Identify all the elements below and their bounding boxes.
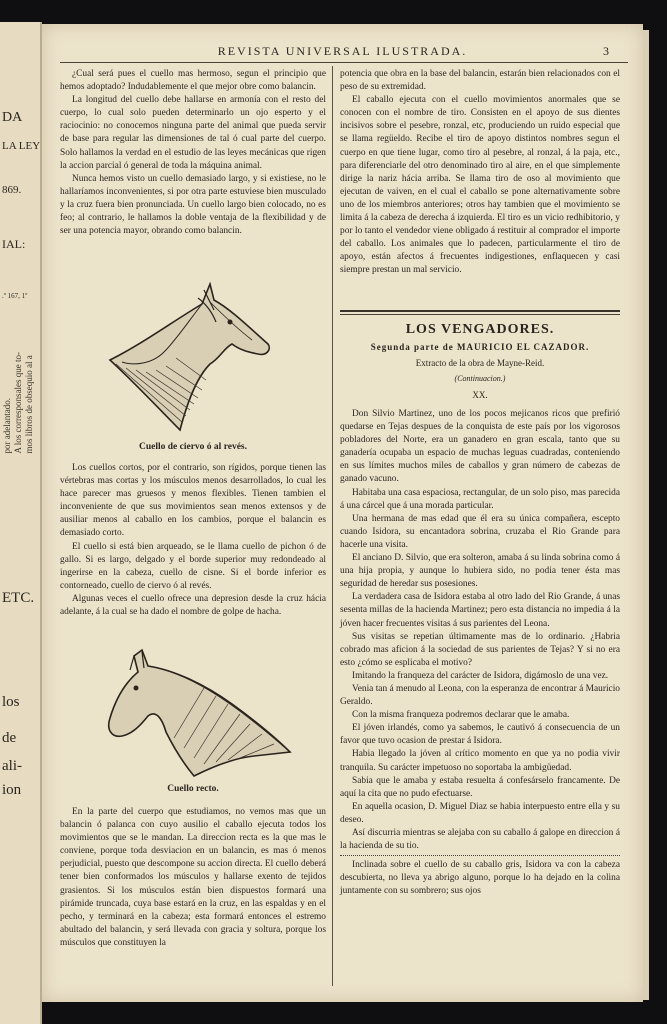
story-title: LOS VENGADORES.	[405, 322, 555, 337]
page-number: 3	[603, 44, 609, 58]
left-fragment: DA	[2, 110, 23, 125]
paragraph: Don Silvio Martinez, uno de los pocos mejicanos ricos que prefirió quedarse en Tejas despues de la conquista de este país por los vigorosos pobladores del Norte, era un ganadero en gran escala, tanto que su ganadería ocupaba un espacio de muchas leguas cuadradas, conteniendo en sus límites muchos miles de caballos y gran número de cabezas de ganado vacuno.	[340, 409, 620, 485]
left-fragment: ETC.	[2, 590, 35, 606]
paragraph: Nunca hemos visto un cuello demasiado largo, y si existiese, no le hallaríamos inconvenientes, si por otra parte estuviese bien musculado y la cruz fuera bien pronunciada. Un cuello largo bien colocado, no es feo; al contrario, le hallamos la doble ventaja de la flexibilidad y de ser una potencia mayor, obrando como balancin.	[60, 173, 326, 237]
left-vertical-text	[2, 352, 35, 453]
left-fragment: IAL:	[2, 237, 26, 251]
vertical-line: por adelantado.	[2, 398, 12, 454]
paragraph: El caballo ejecuta con el cuello movimientos anormales que se conocen con el nombre de tiro. Consisten en el apoyo de sus dientes incisivos sobre el pesebre, ronzal, etc, produciendo un ruido especial que se llama regüeldo. Recibe el tiro de apoyo distintos nombres segun el cuerpo en que tiene lugar, como tiro al pesebre, al ronzal, á la paja, etc., para diferenciarle del otro denominado tiro al aire, en el que simplemente dirige la nariz hácia arriba. Se llama tiro de oso al movimiento que ejecutan de vaiven, en el cual el caballo se pone alternativamente sobre uno de los miembros anteriores; otros hay tambien que el movimiento se limita á la cabeza de derecha á izquierda. El tiro es un vicio redhibitorio, y por lo tanto el vendedor viene obligado á restituir al comprador el importe del caballo. Los animales que lo padecen, particularmente el tiro de apoyo, están afectos á frecuentes indigestiones, enflaquecen y casi siempre prestan un mal servicio.	[340, 95, 620, 276]
column-rule	[332, 66, 333, 986]
paragraph: Inclinada sobre el cuello de su caballo gris, Isidora va con la cabeza descubierta, no lleva ya abrigo alguno, porque lo ha dejado en la colina juntamente con su sombrero; sus ojos	[340, 855, 620, 898]
magazine-page	[42, 24, 643, 1002]
left-fragment: los	[2, 694, 20, 710]
column1-bottom	[60, 806, 326, 950]
left-page-fragment	[0, 22, 42, 1024]
column1-top	[60, 68, 326, 238]
paragraph: La longitud del cuello debe hallarse en armonía con el resto del cuerpo, lo cual solo pueden determinarlo un ojo esperto y el raciocinio: no conocemos ninguna parte del animal que pueda servir de base para regular las dimensiones de tal ó cual parte del cuerpo. Solo hallamos la verdad en el estudio de las leyes mecánicas que rigen la accion parcial ó general de toda la máquina animal.	[60, 95, 326, 171]
left-fragment: de	[2, 730, 17, 746]
paragraph: Habitaba una casa espaciosa, rectangular, de un solo piso, mas parecida á una cárcel que á una morada particular.	[340, 487, 621, 511]
section-rule	[340, 314, 620, 315]
vertical-line: A los corresponsales que to-	[13, 352, 23, 454]
horse-head-icon	[104, 648, 294, 778]
left-fragment: 869.	[2, 184, 22, 196]
page-header: REVISTA UNIVERSAL ILUSTRADA.	[217, 44, 468, 58]
paragraph: ¿Cual será pues el cuello mas hermoso, segun el principio que hemos adoptado? Indudablemente el que mejor obre como balancin.	[60, 69, 326, 93]
left-fragment: .º 167, 1º	[2, 292, 28, 300]
paragraph: El jóven irlandés, como ya sabemos, le cautivó á consecuencia de un favor que tuvo ocasion de prestar á Isidora.	[340, 723, 620, 747]
horse-head-icon	[102, 282, 272, 432]
paragraph: En aquella ocasion, D. Miguel Diaz se habia interpuesto entre ella y su deseo.	[340, 801, 620, 825]
header-rule	[60, 62, 628, 63]
paragraph: El anciano D. Silvio, que era solteron, amaba á su linda sobrina como á una hija propia, y aunque lo hubiera sido, no podia tener ésta mas seguridad de heredar sus posesiones.	[340, 553, 620, 590]
paragraph: Los cuellos cortos, por el contrario, son rígidos, porque tienen las vértebras mas cortas y los músculos menos desarrollados, lo cual les hace parecer mas gruesos y menos flexibles. Tienen tambien el inconveniente de que sus movimientos sean menos extensos y de ausiliar menos al caballo en los cambios, porque el balancin es demasiado corto.	[60, 463, 326, 539]
paragraph: La verdadera casa de Isidora estaba al otro lado del Rio Grande, á unas sesenta millas de la hacienda Martinez; pero esta distancia no impedia á la jóven hacer frecuentes visitas á sus parientes del Leona.	[340, 592, 620, 629]
figure-caption: Cuello recto.	[167, 784, 219, 794]
paragraph: Venia tan á menudo al Leona, con la esperanza de encontrar á Mauricio Geraldo.	[340, 683, 620, 708]
left-fragment: ali-	[2, 758, 22, 774]
paragraph: El cuello si está bien arqueado, se le llama cuello de pichon ó de gallo. Si es largo, delgado y el borde superior muy redondeado al ingerirse en la cabeza, cuello de cisne. Si el borde inferior es contorneado, cuello de ciervo ó al revés.	[60, 541, 326, 591]
column1-middle	[60, 462, 326, 619]
left-fragment: LA LEY	[2, 140, 41, 152]
column2-story	[340, 408, 620, 898]
paragraph: Así discurria mientras se alejaba con su caballo á galope en direccion á la hacienda de su tio.	[340, 828, 620, 852]
story-subtitle: Segunda parte de MAURICIO EL CAZADOR.	[370, 342, 590, 352]
vertical-line: mos libros de obsequio al a	[24, 355, 34, 454]
column2-top	[340, 68, 620, 278]
paragraph: Una hermana de mas edad que él era su única compañera, escepto cuando Isidora, su encantadora sobrina, cruzaba el Rio Grande para hacerle una visita.	[340, 513, 620, 550]
paragraph: Algunas veces el cuello ofrece una depresion desde la cruz hácia adelante, á la cual se ha dado el nombre de golpe de hacha.	[60, 593, 326, 618]
chapter-number: XX.	[472, 390, 488, 400]
paragraph: Sabia que le amaba y estaba resuelta á confesárselo francamente. De aquí la cita que no pudo efectuarse.	[340, 775, 620, 799]
paragraph: Sus visitas se repetian últimamente mas de lo ordinario. ¿Habria cobrado mas aficion á la sociedad de sus parientes de Tejas? Y si no era esto ¿cómo se esplicaba el motivo?	[340, 631, 620, 668]
section-rule	[340, 310, 620, 312]
story-continuation: (Continuacion.)	[454, 374, 506, 383]
paragraph: Habia llegado la jóven al crítico momento en que ya no podia vivir tranquila. Su carácter impetuoso no soportaba la ambigüedad.	[340, 749, 620, 773]
left-fragment: ion	[2, 782, 22, 798]
paragraph: potencia que obra en la base del balancin, estarán bien relacionados con el peso de su extremidad.	[340, 69, 620, 93]
paragraph: En la parte del cuerpo que estudiamos, no vemos mas que un balancin ó palanca con cuyo ausilio el caballo ejecuta todos los movimientos que se le mandan. La direccion recta es la que mas le conviene, porque toda desviacion en un balancin, es mas ó menos perjudicial, puesto que descompone su accion directa. El cuello deberá tener bien conformados los músculos y hallarse exento de tejidos grasientos. Si los músculos están bien dispuestos formará una pirámide truncada, cuya base estará en la cruz, en las espaldas y en el pecho, y terminará en la cabeza; esta formará entonces el estremo abultado del balancin, y será llevada con gracia y soltura, porque los músculos que constituyen la	[60, 807, 326, 948]
figure-caption: Cuello de ciervo ó al revés.	[139, 442, 247, 452]
page-edge	[643, 30, 649, 1000]
story-extract: Extracto de la obra de Mayne-Reid.	[415, 358, 545, 368]
paragraph: Imitando la franqueza del carácter de Isidora, digámoslo de una vez.	[352, 670, 609, 681]
paragraph: Con la misma franqueza podremos declarar que le amaba.	[352, 710, 570, 721]
